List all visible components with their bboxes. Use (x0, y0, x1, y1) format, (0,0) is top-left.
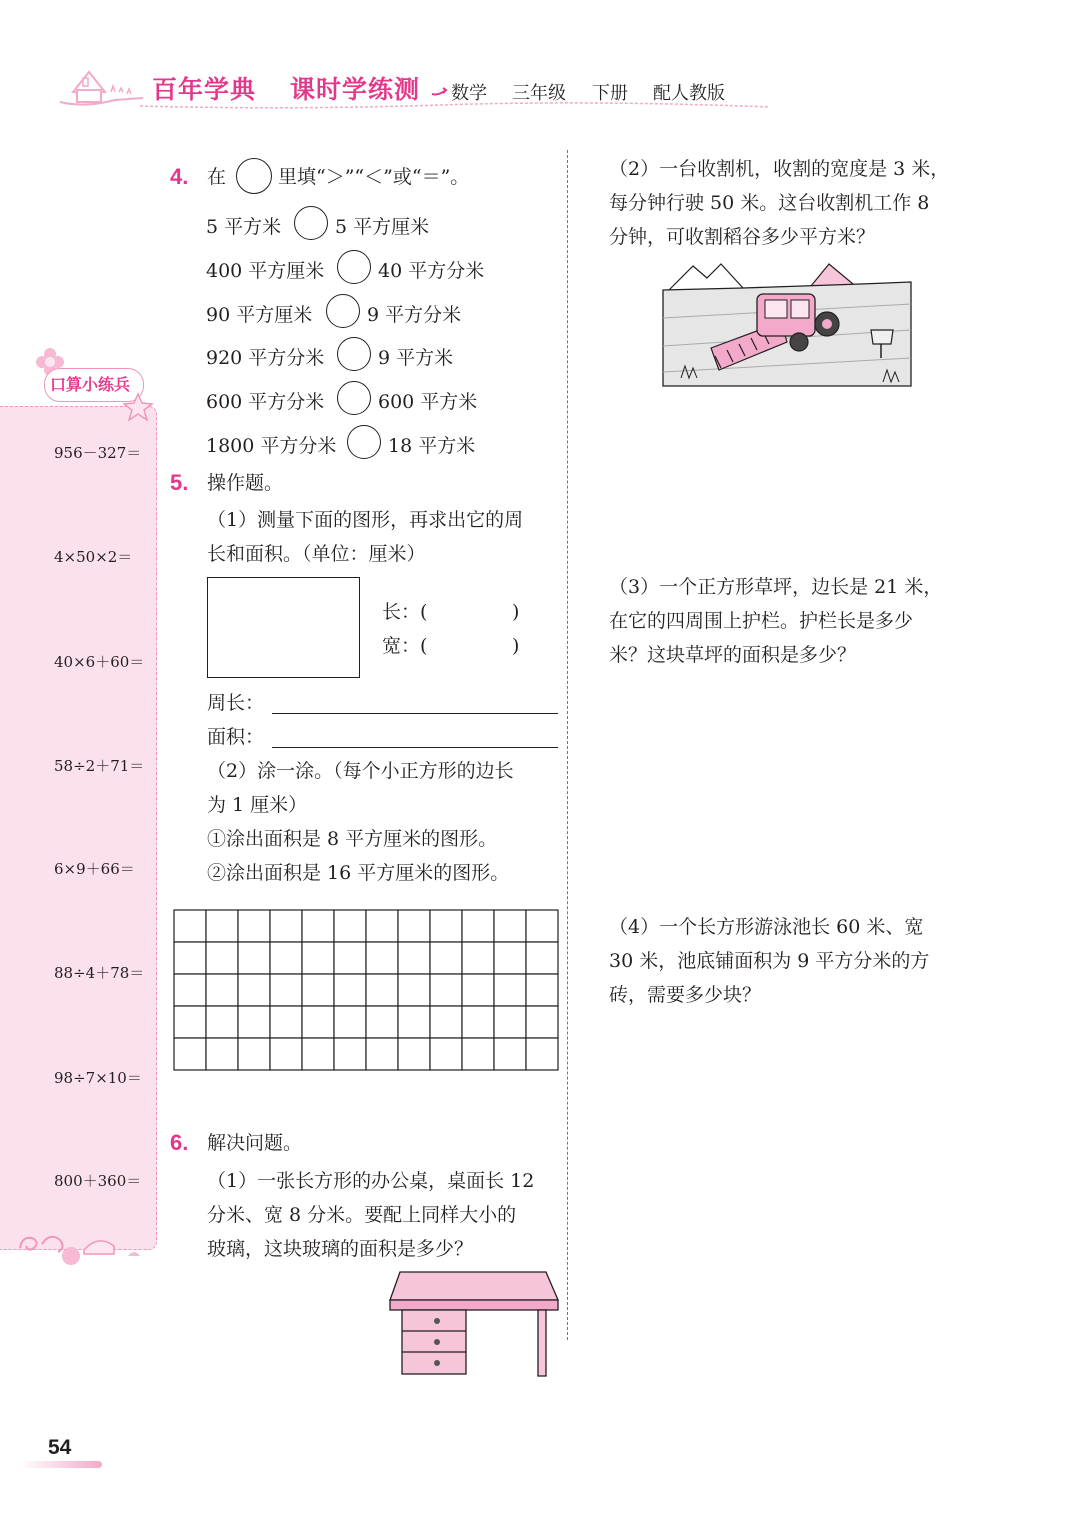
compare-left: 5 平方米 (206, 216, 282, 238)
grid-cell[interactable] (206, 942, 238, 974)
grid-cell[interactable] (334, 910, 366, 942)
grid-cell[interactable] (366, 1038, 398, 1070)
grid-cell[interactable] (302, 942, 334, 974)
grid-cell[interactable] (302, 974, 334, 1006)
grade-label: 三年级 (512, 83, 566, 104)
compare-right: 5 平方厘米 (335, 216, 430, 238)
grid-cell[interactable] (526, 1038, 558, 1070)
grid-cell[interactable] (494, 1006, 526, 1038)
q5-part2-task-b: ②涂出面积是 16 平方厘米的图形。 (207, 862, 510, 884)
page-number: 54 (48, 1436, 72, 1459)
grid-cell[interactable] (526, 974, 558, 1006)
star-icon (120, 392, 156, 422)
arrow-icon (430, 84, 450, 98)
question-number: 4. (170, 164, 189, 189)
header (0, 0, 1080, 130)
answer-circle[interactable] (337, 250, 371, 284)
oral-calc-item: 88÷4＋78＝ (54, 964, 145, 982)
width-label: 宽：( (382, 635, 428, 657)
grid-cell[interactable] (334, 942, 366, 974)
compare-right: 9 平方米 (378, 347, 454, 369)
oral-calc-item: 956－327＝ (54, 444, 142, 462)
grid-cell[interactable] (270, 974, 302, 1006)
square-grid[interactable] (173, 909, 559, 1071)
oral-calc-item: 58÷2＋71＝ (54, 757, 145, 775)
length-close: ) (512, 601, 520, 623)
series-title: 课时学练测 (290, 75, 421, 104)
sidebar-panel (0, 406, 157, 1250)
compare-right: 600 平方米 (378, 391, 478, 413)
answer-circle[interactable] (347, 425, 381, 459)
answer-circle[interactable] (294, 206, 328, 240)
grid-cell[interactable] (398, 974, 430, 1006)
oral-calc-item: 40×6＋60＝ (54, 653, 145, 671)
q6-part1-line3: 玻璃，这块玻璃的面积是多少？ (207, 1238, 474, 1260)
grid-cell[interactable] (174, 974, 206, 1006)
q6-part2-line2: 每分钟行驶 50 米。这台收割机工作 8 (609, 192, 930, 214)
length-label: 长：( (382, 601, 428, 623)
compare-left: 400 平方厘米 (206, 260, 325, 282)
grid-cell[interactable] (526, 910, 558, 942)
q6-part4-line1: （4）一个长方形游泳池长 60 米、宽 (609, 916, 924, 938)
answer-circle[interactable] (326, 294, 360, 328)
q6-part2-line1: （2）一台收割机，收割的宽度是 3 米， (609, 158, 950, 180)
q5-part2-task-a: ①涂出面积是 8 平方厘米的图形。 (207, 828, 498, 850)
swirl-decoration-icon (16, 1222, 146, 1268)
question-number: 6. (170, 1130, 189, 1155)
oral-calc-item: 4×50×2＝ (54, 548, 133, 566)
q6-part1-line2: 分米、宽 8 分米。要配上同样大小的 (207, 1204, 517, 1226)
grid-cell[interactable] (270, 910, 302, 942)
compare-left: 600 平方分米 (206, 391, 325, 413)
q6-part3-line1: （3）一个正方形草坪，边长是 21 米， (609, 576, 943, 598)
grid-cell[interactable] (366, 942, 398, 974)
grid-cell[interactable] (174, 1038, 206, 1070)
grid-cell[interactable] (238, 910, 270, 942)
desk-illustration (388, 1270, 560, 1378)
q5-part1-line1: （1）测量下面的图形，再求出它的周 (207, 509, 524, 531)
grid-cell[interactable] (238, 974, 270, 1006)
oral-calc-item: 800＋360＝ (54, 1172, 142, 1190)
grid-cell[interactable] (302, 1038, 334, 1070)
q4-prompt-post: 里填“＞”“＜”或“＝”。 (278, 166, 470, 188)
volume-label: 下册 (592, 83, 628, 104)
q6-part3-line3: 米？这块草坪的面积是多少？ (609, 644, 857, 666)
compare-right: 40 平方分米 (378, 260, 485, 282)
grid-cell[interactable] (270, 1038, 302, 1070)
grid-cell[interactable] (430, 1038, 462, 1070)
q6-part4-line2: 30 米，池底铺面积为 9 平方分米的方 (609, 950, 930, 972)
width-close: ) (512, 635, 520, 657)
grid-cell[interactable] (238, 1006, 270, 1038)
measure-rectangle (207, 577, 360, 678)
header-underline (140, 100, 770, 114)
area-label: 面积： (207, 726, 265, 748)
grid-cell[interactable] (206, 974, 238, 1006)
q6-part2-line3: 分钟，可收割稻谷多少平方米？ (609, 226, 876, 248)
grid-cell[interactable] (174, 1006, 206, 1038)
grid-cell[interactable] (206, 1038, 238, 1070)
column-divider (567, 150, 568, 1340)
q6-part4-line3: 砖，需要多少块？ (609, 984, 762, 1006)
grid-cell[interactable] (238, 1038, 270, 1070)
house-logo-icon (55, 62, 145, 110)
grid-cell[interactable] (462, 942, 494, 974)
answer-circle[interactable] (337, 381, 371, 415)
grid-cell[interactable] (398, 942, 430, 974)
grid-cell[interactable] (302, 910, 334, 942)
grid-cell[interactable] (398, 1038, 430, 1070)
question-number: 5. (170, 470, 189, 495)
q6-title: 解决问题。 (207, 1132, 303, 1154)
harvester-illustration (661, 258, 913, 390)
grid-cell[interactable] (494, 1038, 526, 1070)
sidebar-title: 口算小练兵 (50, 375, 131, 394)
perimeter-answer-line[interactable] (272, 713, 558, 714)
grid-cell[interactable] (462, 1038, 494, 1070)
grid-cell[interactable] (302, 1006, 334, 1038)
grid-cell[interactable] (526, 1006, 558, 1038)
q4-prompt-circle (236, 158, 272, 194)
answer-circle[interactable] (337, 337, 371, 371)
grid-cell[interactable] (270, 942, 302, 974)
oral-calc-item: 98÷7×10＝ (54, 1069, 142, 1087)
compare-left: 90 平方厘米 (206, 304, 313, 326)
compare-left: 1800 平方分米 (206, 435, 337, 457)
grid-cell[interactable] (430, 910, 462, 942)
grid-cell[interactable] (398, 910, 430, 942)
grid-cell[interactable] (494, 942, 526, 974)
grid-cell[interactable] (430, 942, 462, 974)
grid-cell[interactable] (462, 910, 494, 942)
grid-cell[interactable] (206, 1006, 238, 1038)
page-number-bar (20, 1461, 102, 1468)
subject-label: 数学 (451, 83, 487, 104)
grid-cell[interactable] (238, 942, 270, 974)
grid-cell[interactable] (430, 1006, 462, 1038)
grid-cell[interactable] (366, 910, 398, 942)
grid-cell[interactable] (526, 942, 558, 974)
area-answer-line[interactable] (272, 747, 558, 748)
grid-cell[interactable] (174, 942, 206, 974)
grid-cell[interactable] (462, 974, 494, 1006)
q5-part2-line2: 为 1 厘米） (207, 794, 308, 816)
grid-cell[interactable] (494, 910, 526, 942)
q5-part2-line1: （2）涂一涂。（每个小正方形的边长 (207, 760, 514, 782)
oral-calc-item: 6×9＋66＝ (54, 860, 135, 878)
q5-title: 操作题。 (207, 472, 284, 494)
q6-part1-line1: （1）一张长方形的办公桌，桌面长 12 (207, 1170, 535, 1192)
grid-cell[interactable] (334, 1006, 366, 1038)
grid-cell[interactable] (494, 974, 526, 1006)
grid-cell[interactable] (430, 974, 462, 1006)
grid-cell[interactable] (174, 910, 206, 942)
grid-cell[interactable] (366, 974, 398, 1006)
grid-cell[interactable] (462, 1006, 494, 1038)
q6-part3-line2: 在它的四周围上护栏。护栏长是多少 (609, 610, 914, 632)
grid-cell[interactable] (270, 1006, 302, 1038)
brand-title: 百年学典 (152, 75, 257, 104)
edition-label: 配人教版 (653, 83, 725, 104)
compare-left: 920 平方分米 (206, 347, 325, 369)
perimeter-label: 周长： (207, 692, 265, 714)
grid-cell[interactable] (398, 1006, 430, 1038)
grid-cell[interactable] (366, 1006, 398, 1038)
q5-part1-line2: 长和面积。（单位：厘米） (207, 543, 426, 565)
compare-right: 18 平方米 (388, 435, 476, 457)
grid-cell[interactable] (206, 910, 238, 942)
compare-right: 9 平方分米 (367, 304, 462, 326)
grid-cell[interactable] (334, 1038, 366, 1070)
q4-prompt-pre: 在 (207, 166, 227, 188)
grid-cell[interactable] (334, 974, 366, 1006)
